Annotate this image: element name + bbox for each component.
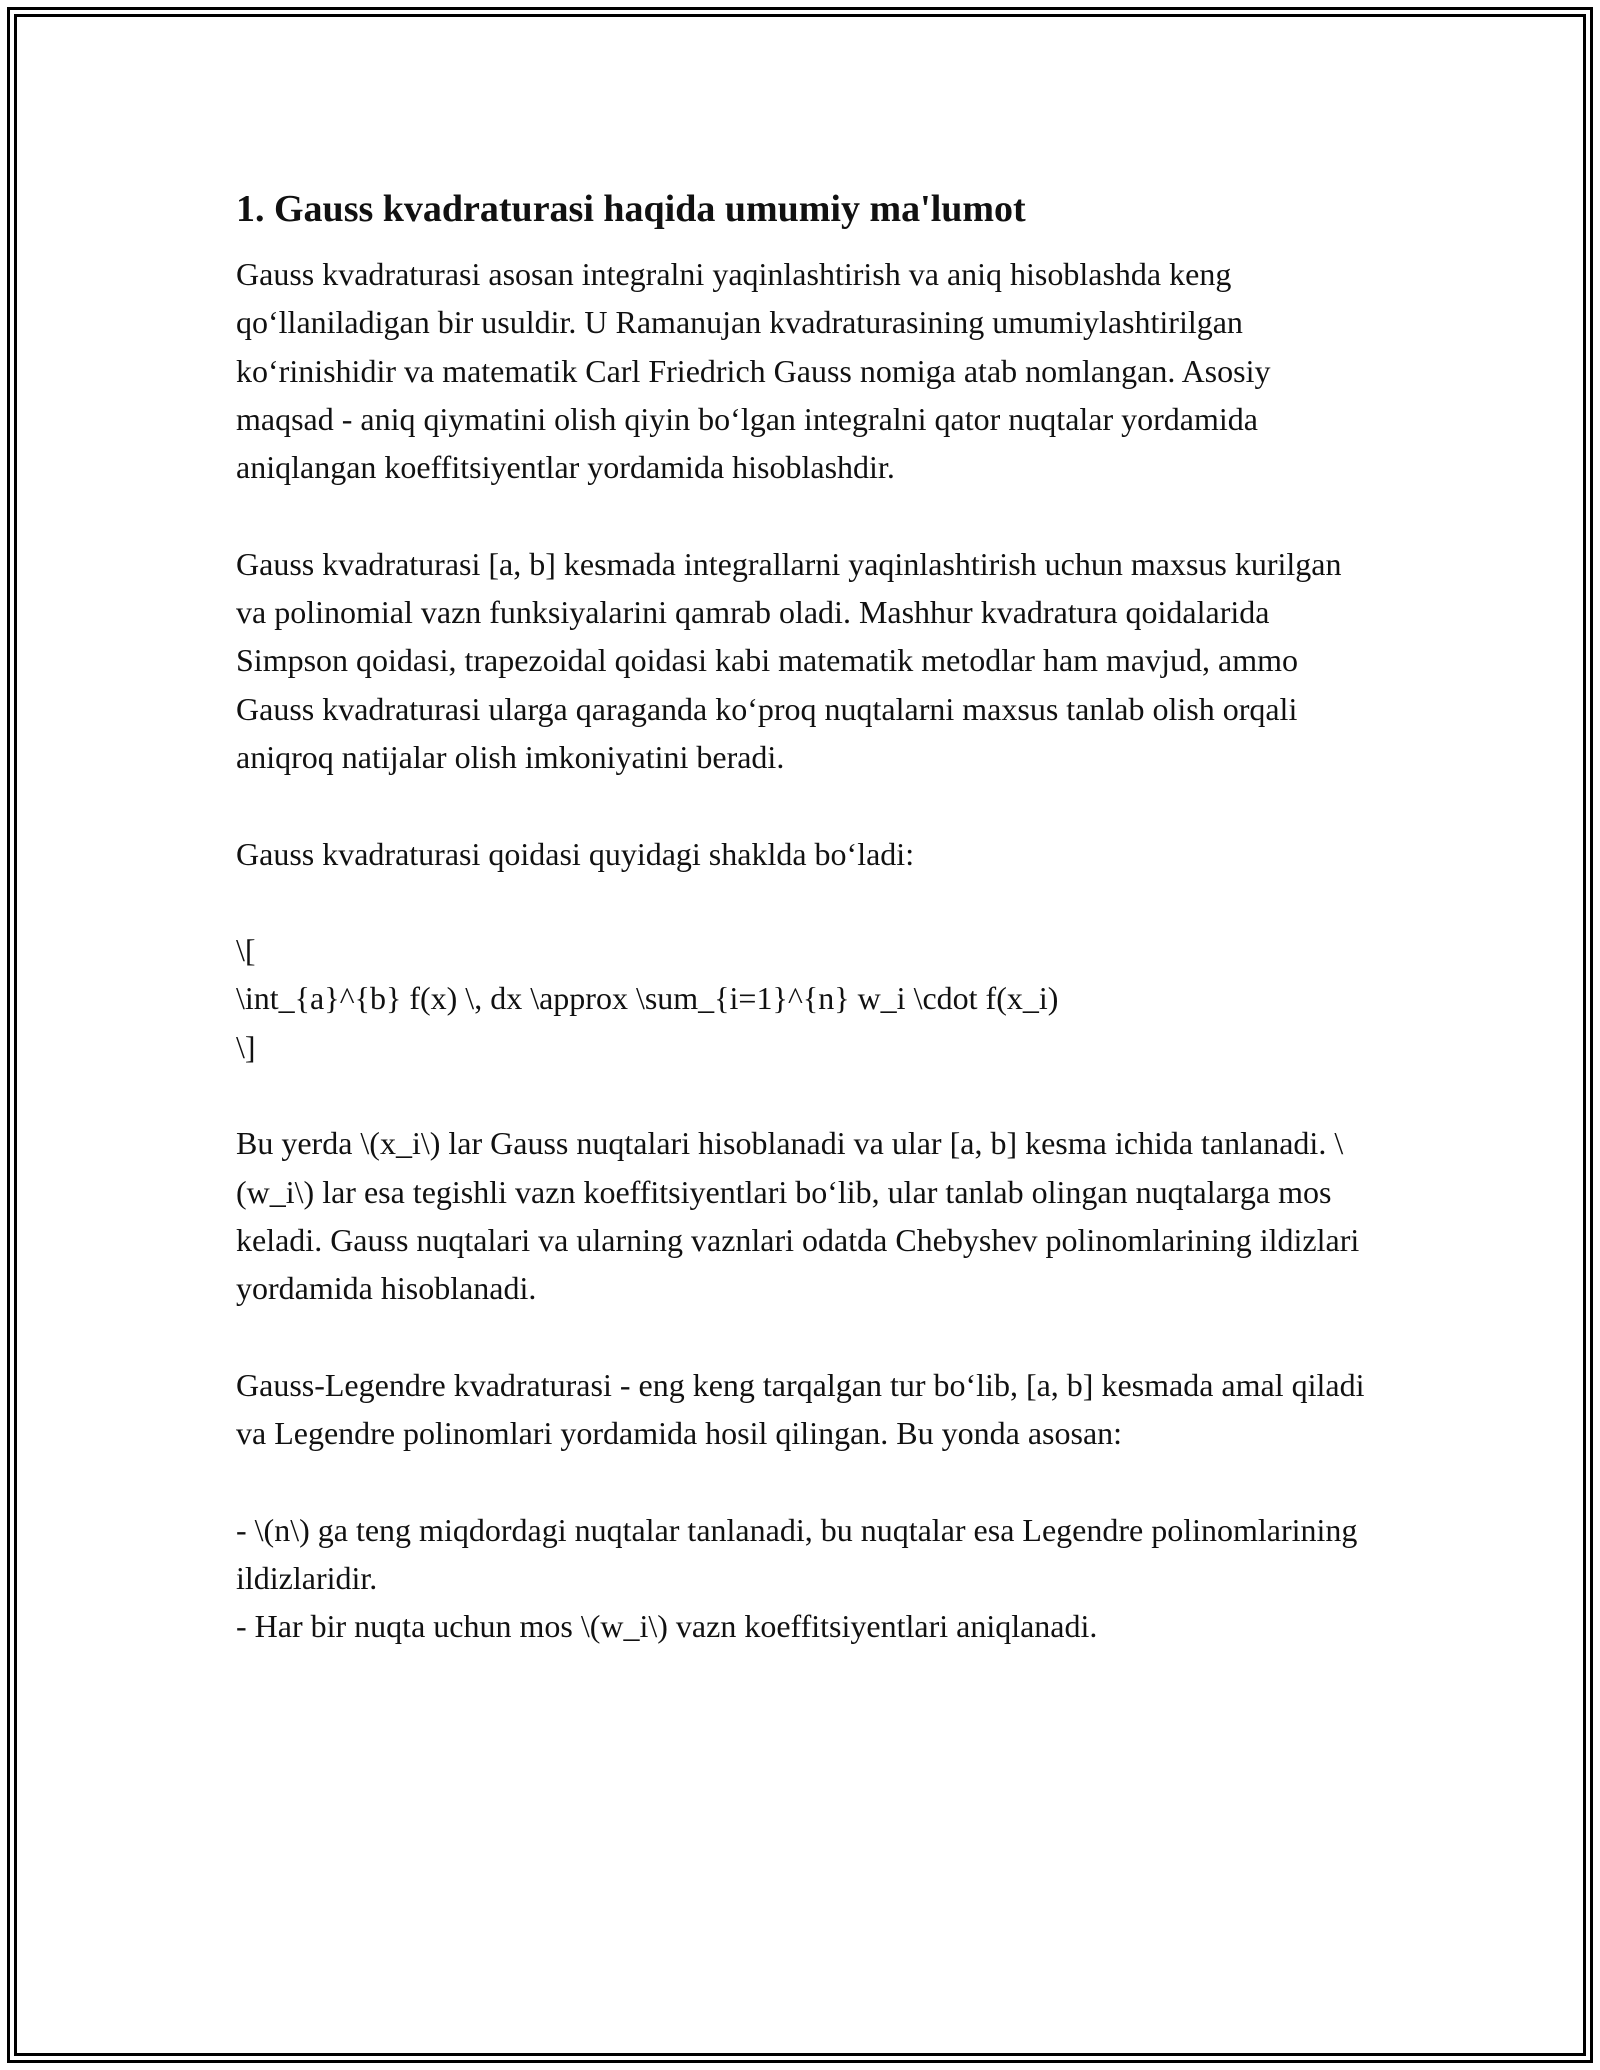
list-item: - Har bir nuqta uchun mos \(w_i\) vazn koeffitsiyentlari aniqlanadi.	[236, 1608, 1098, 1645]
document-body	[236, 186, 1366, 1699]
paragraph-rule-intro: Gauss kvadraturasi qoidasi quyidagi shaklda bo‘ladi:	[236, 835, 915, 872]
bullet-list	[236, 1506, 1366, 1651]
list-item: - \(n\) ga teng miqdordagi nuqtalar tanlanadi, bu nuqtalar esa Legendre polinomlarining ildizlaridir.	[236, 1511, 1358, 1597]
paragraph-intro: Gauss kvadraturasi asosan integralni yaqinlashtirish va aniq hisoblashda keng qo‘llaniladigan bir usuldir. U Ramanujan kvadraturasining umumiylashtirilgan ko‘rinishidir va matematik Carl Friedrich Gauss nomiga atab nomlangan. Asosiy maqsad - aniq qiymatini olish qiyin bo‘lgan integralni qator nuqtalar yordamida aniqlangan koeffitsiyentlar yordamida hisoblashdir.	[236, 256, 1271, 486]
formula-close: \]	[236, 1028, 256, 1065]
paragraph-nodes: Bu yerda \(x_i\) lar Gauss nuqtalari hisoblanadi va ular [a, b] kesma ichida tanlanadi. \(w_i\) lar esa tegishli vazn koeffitsiyentlari bo‘lib, ular tanlab olingan nuqtalarga mos keladi. Gauss nuqtalari va ularning vaznlari odatda Chebyshev polinomlarining ildizlari yordamida hisoblanadi.	[236, 1125, 1360, 1307]
formula-open: \[	[236, 932, 256, 969]
formula-block	[236, 926, 1366, 1071]
section-heading: 1. Gauss kvadraturasi haqida umumiy ma'lumot	[236, 188, 1026, 230]
paragraph-interval: Gauss kvadraturasi [a, b] kesmada integrallarni yaqinlashtirish uchun maxsus kurilgan va polinomial vazn funksiyalarini qamrab oladi. Mashhur kvadratura qoidalarida Simpson qoidasi, trapezoidal qoidasi kabi matematik metodlar ham mavjud, ammo Gauss kvadraturasi ularga qaraganda ko‘proq nuqtalarni maxsus tanlab olish orqali aniqroq natijalar olish imkoniyatini beradi.	[236, 545, 1342, 775]
formula-body: \int_{a}^{b} f(x) \, dx \approx \sum_{i=1}^{n} w_i \cdot f(x_i)	[236, 980, 1059, 1017]
paragraph-legendre: Gauss-Legendre kvadraturasi - eng keng tarqalgan tur bo‘lib, [a, b] kesmada amal qiladi va Legendre polinomlari yordamida hosil qilingan. Bu yonda asosan:	[236, 1366, 1365, 1452]
